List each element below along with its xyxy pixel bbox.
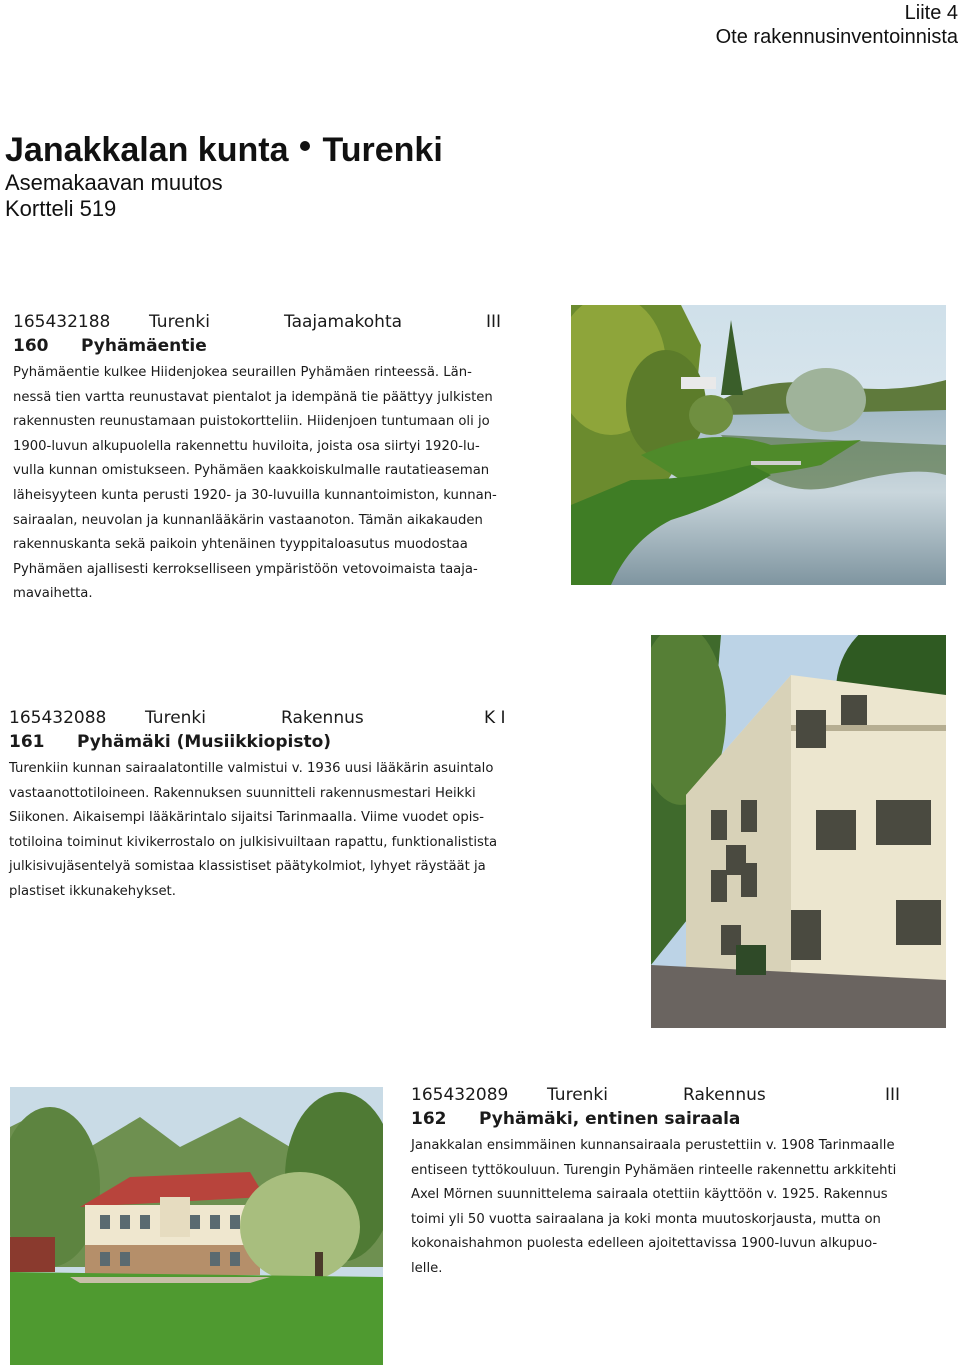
entry-id: 165432089 bbox=[411, 1085, 509, 1105]
entry-number: 162 bbox=[411, 1109, 447, 1129]
entry-description: Pyhämäentie kulkee Hiidenjokea seuraillen Pyhämäen rinteessä. Län- nessä tien vartta reunustavat pientalot ja idempänä tie päättyy julkisten rakennusten reunustamaan puistokortteliin. Hiidenjoen tuntumaan oli jo 1900-luvun alkupuolella rakennettu huviloita, joista osa siirtyi 1920-lu- vulla kunnan omistukseen. Pyhämäen kaakkoiskulmalle rautatieaseman läheisyyteen kunta perusti 1920- ja 30-luvuilla kunnantoimiston, kunnan- sairaalan, neuvolan ja kunnanlääkärin vastaanoton. Tämän aikakauden rakennuskanta sekä paikoin yhtenäinen tyyppitaloasutus muodostaa Pyhämäen ajallisesti kerrokselliseen ympäristöön vetovoimaista taaja- mavaihetta. bbox=[13, 365, 497, 602]
hospital-photo bbox=[10, 1087, 383, 1365]
municipality-title: Janakkalan kunta bbox=[5, 131, 289, 169]
lake-photo bbox=[571, 305, 946, 585]
source-label: Ote rakennusinventoinnista bbox=[715, 26, 958, 48]
entry-meta bbox=[411, 1084, 951, 1108]
bullet-icon bbox=[300, 141, 310, 151]
entry-id: 165432188 bbox=[13, 312, 111, 332]
entry-heading bbox=[13, 335, 553, 361]
entry-description: Turenkiin kunnan sairaalatontille valmistui v. 1936 uusi lääkärin asuintalo vastaanottotiloineen. Rakennuksen suunnitteli rakennusmestari Heikki Siikonen. Aikaisempi lääkärintalo sijaitsi Tarinmaalla. Viime vuodet opis- totiloina toiminut kivikerrostalo on julkisivuiltaan rapattu, funktionalistista julkisivujäsentelyä somistaa klassistiset päätykolmiot, lyhyet räystäät ja plastiset ikkunakehykset. bbox=[9, 761, 498, 899]
entry-location: Turenki bbox=[149, 312, 210, 332]
entry-category: Rakennus bbox=[683, 1085, 766, 1105]
plan-subtitle: Asemakaavan muutos bbox=[5, 170, 223, 195]
building-photo bbox=[651, 635, 946, 1028]
entry-meta bbox=[13, 311, 553, 335]
title-block bbox=[5, 130, 443, 222]
entry-description: Janakkalan ensimmäinen kunnansairaala perustettiin v. 1908 Tarinmaalle entiseen tyttökouluun. Turengin Pyhämäen rinteelle rakennettu arkkitehti Axel Mörnen suunnittelema sairaala otettiin käyttöön v. 1925. Rakennus toimi yli 50 vuotta sairaalana ja koki monta muutoskorjausta, mutta on kokonaishahmon puolesta edelleen ajoitettavissa 1900-luvun alkupuo- lelle. bbox=[411, 1138, 897, 1276]
appendix-label: Liite 4 bbox=[904, 2, 958, 24]
entry-class: III bbox=[486, 312, 502, 332]
entry-name: Pyhämäentie bbox=[81, 336, 207, 356]
entry-number: 160 bbox=[13, 336, 49, 356]
page-header bbox=[716, 1, 958, 49]
entry-name: Pyhämäki, entinen sairaala bbox=[479, 1109, 741, 1129]
inventory-entry-160 bbox=[13, 311, 553, 607]
block-subtitle: Kortteli 519 bbox=[5, 196, 117, 221]
inventory-entry-161 bbox=[9, 707, 549, 905]
page-title bbox=[5, 130, 443, 170]
entry-category: Rakennus bbox=[281, 708, 364, 728]
entry-location: Turenki bbox=[547, 1085, 608, 1105]
entry-heading bbox=[411, 1108, 951, 1134]
entry-class: K I bbox=[484, 708, 506, 728]
entry-class: III bbox=[885, 1085, 901, 1105]
entry-id: 165432088 bbox=[9, 708, 107, 728]
entry-heading bbox=[9, 731, 549, 757]
entry-location: Turenki bbox=[145, 708, 206, 728]
place-title: Turenki bbox=[322, 131, 443, 169]
entry-category: Taajamakohta bbox=[284, 312, 403, 332]
entry-meta bbox=[9, 707, 549, 731]
entry-number: 161 bbox=[9, 732, 45, 752]
inventory-entry-162 bbox=[411, 1084, 951, 1282]
entry-name: Pyhämäki (Musiikkiopisto) bbox=[77, 732, 332, 752]
